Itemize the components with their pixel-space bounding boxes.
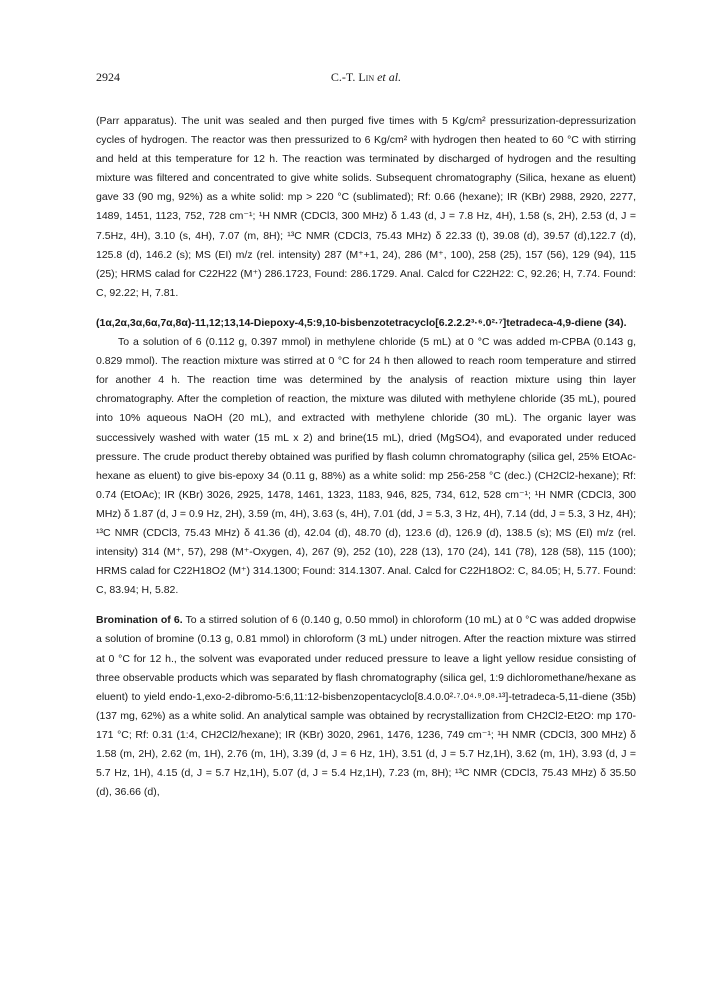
running-head-etal: et al.	[377, 70, 402, 84]
article-body	[96, 112, 636, 802]
running-head-author: C.-T. Lin	[330, 70, 375, 84]
heading-compound-34	[96, 314, 636, 333]
heading-bromination: Bromination of 6.	[96, 614, 183, 627]
paragraph-text: To a stirred solution of 6 (0.140 g, 0.50 mmol) in chloroform (10 mL) at 0 °C was added dropwise a solution of bromine (0.13 g, 0.81 mmol) in chloroform (3 mL) under nitrogen. After the reaction mixture was stirred at 0 °C for 12 h., the solvent was evaporated under reduced pressure to leave a light yellow residue consisting of three observable products which was separated by flash chromatography (silica gel, 1:9 dichloromethane/hexane as eluent) to yield endo-1,exo-2-dibromo-5:6,11:12-bisbenzopentacyclo[8.4.0.0²·⁷.0⁴·⁹.0⁸·¹³]-tetradeca-5,11-diene (35b) (137 mg, 62%) as a white solid. An analytical sample was obtained by recrystallization from CH2Cl2-Et2O: mp 170-171 °C; Rf: 0.31 (1:4, CH2Cl2/hexane); IR (KBr) 3020, 2961, 1476, 1236, 749 cm⁻¹; ¹H NMR (CDCl3, 300 MHz) δ 1.58 (m, 2H), 2.62 (m, 1H), 2.76 (m, 1H), 3.39 (d, J = 6 Hz, 1H), 3.51 (d, J = 5.7 Hz,1H), 3.62 (m, 1H), 3.93 (d, J = 5.7 Hz, 1H), 4.15 (d, J = 5.7 Hz,1H), 5.07 (d, J = 5.4 Hz,1H), 7.23 (m, 8H); ¹³C NMR (CDCl3, 75.43 MHz) δ 35.50 (d), 36.66 (d),	[96, 614, 636, 799]
paragraph-bromination	[96, 611, 636, 802]
page-number: 2924	[96, 70, 120, 84]
paragraph-hydrogenation-33	[96, 112, 636, 303]
paragraph-text: To a solution of 6 (0.112 g, 0.397 mmol) in methylene chloride (5 mL) at 0 °C was added m-CPBA (0.143 g, 0.829 mmol). The reaction mixture was stirred at 0 °C for 24 h then allowed to reach room temperature and stirred for another 4 h. The reaction time was determined by the analysis of reaction mixture using thin layer chromatography. After the completion of reaction, the mixture was diluted with methylene chloride (35 mL), poured into 10% aqueous NaOH (20 mL), and extracted with methylene chloride (30 mL). The organic layer was successively washed with water (15 mL x 2) and brine(15 mL), dried (MgSO4), and evaporated under reduced pressure. The crude product thereby obtained was purified by flash column chromatography (silica gel, 25% EtOAc-hexane as eluent) to give bis-epoxy 34 (0.11 g, 88%) as a white solid: mp 256-258 °C (dec.) (CH2Cl2-hexane); Rf: 0.74 (EtOAc); IR (KBr) 3026, 2925, 1478, 1461, 1323, 1183, 946, 825, 734, 612, 528 cm⁻¹; ¹H NMR (CDCl3, 300 MHz) δ 1.87 (d, J = 0.9 Hz, 2H), 3.59 (m, 4H), 3.63 (s, 4H), 7.01 (dd, J = 5.3, 3 Hz, 4H), 7.14 (dd, J = 5.3, 3 Hz, 4H); ¹³C NMR (CDCl3, 75.43 MHz) δ 41.36 (d), 42.04 (d), 48.70 (d), 123.6 (d), 126.9 (d), 138.5 (s); MS (EI) m/z (rel. intensity) 314 (M⁺, 57), 298 (M⁺-Oxygen, 4), 267 (9), 252 (10), 228 (13), 170 (24), 141 (78), 128 (58), 115 (100); HRMS calad for C22H18O2 (M⁺) 314.1300; Found: 314.1307. Anal. Calcd for C22H18O2: C, 84.05; H, 5.77. Found: C, 83.94; H, 5.82.	[96, 336, 636, 597]
heading-text: (1α,2α,3α,6α,7α,8α)-11,12;13,14-Diepoxy-4,5:9,10-bisbenzotetracyclo[6.2.2.2³·⁶.0²·⁷]tetradeca-4,9-diene (34).	[96, 316, 627, 329]
page-header	[96, 70, 636, 86]
running-head	[96, 70, 636, 85]
section-gap	[96, 600, 636, 611]
paragraph-text: (Parr apparatus). The unit was sealed and then purged five times with 5 Kg/cm² pressurization-depressurization cycles of hydrogen. The reactor was then pressurized to 6 Kg/cm² with hydrogen then heated to 60 °C with stirring and held at this temperature for 12 h. The reaction was terminated by discharged of hydrogen and the resulting mixture was filtered and concentrated to give white solids. Subsequent chromatography (Silica, hexane as eluent) gave 33 (90 mg, 92%) as a white solid: mp > 220 °C (sublimated); Rf: 0.66 (hexane); IR (KBr) 2988, 2920, 2277, 1489, 1451, 1123, 752, 728 cm⁻¹; ¹H NMR (CDCl3, 300 MHz) δ 1.43 (d, J = 7.8 Hz, 4H), 1.58 (s, 2H), 2.53 (d, J = 7.5Hz, 4H), 3.10 (s, 4H), 7.07 (m, 8H); ¹³C NMR (CDCl3, 75.43 MHz) δ 22.33 (t), 39.08 (d), 39.57 (d),122.7 (d), 125.8 (d), 146.2 (s); MS (EI) m/z (rel. intensity) 287 (M⁺+1, 24), 286 (M⁺, 100), 258 (25), 157 (56), 129 (94), 115 (25); HRMS calad for C22H22 (M⁺) 286.1723, Found: 286.1729. Anal. Calcd for C22H22: C, 92.26; H, 7.74. Found: C, 92.22; H, 7.81.	[96, 115, 636, 299]
paragraph-epoxidation-34	[96, 333, 636, 600]
